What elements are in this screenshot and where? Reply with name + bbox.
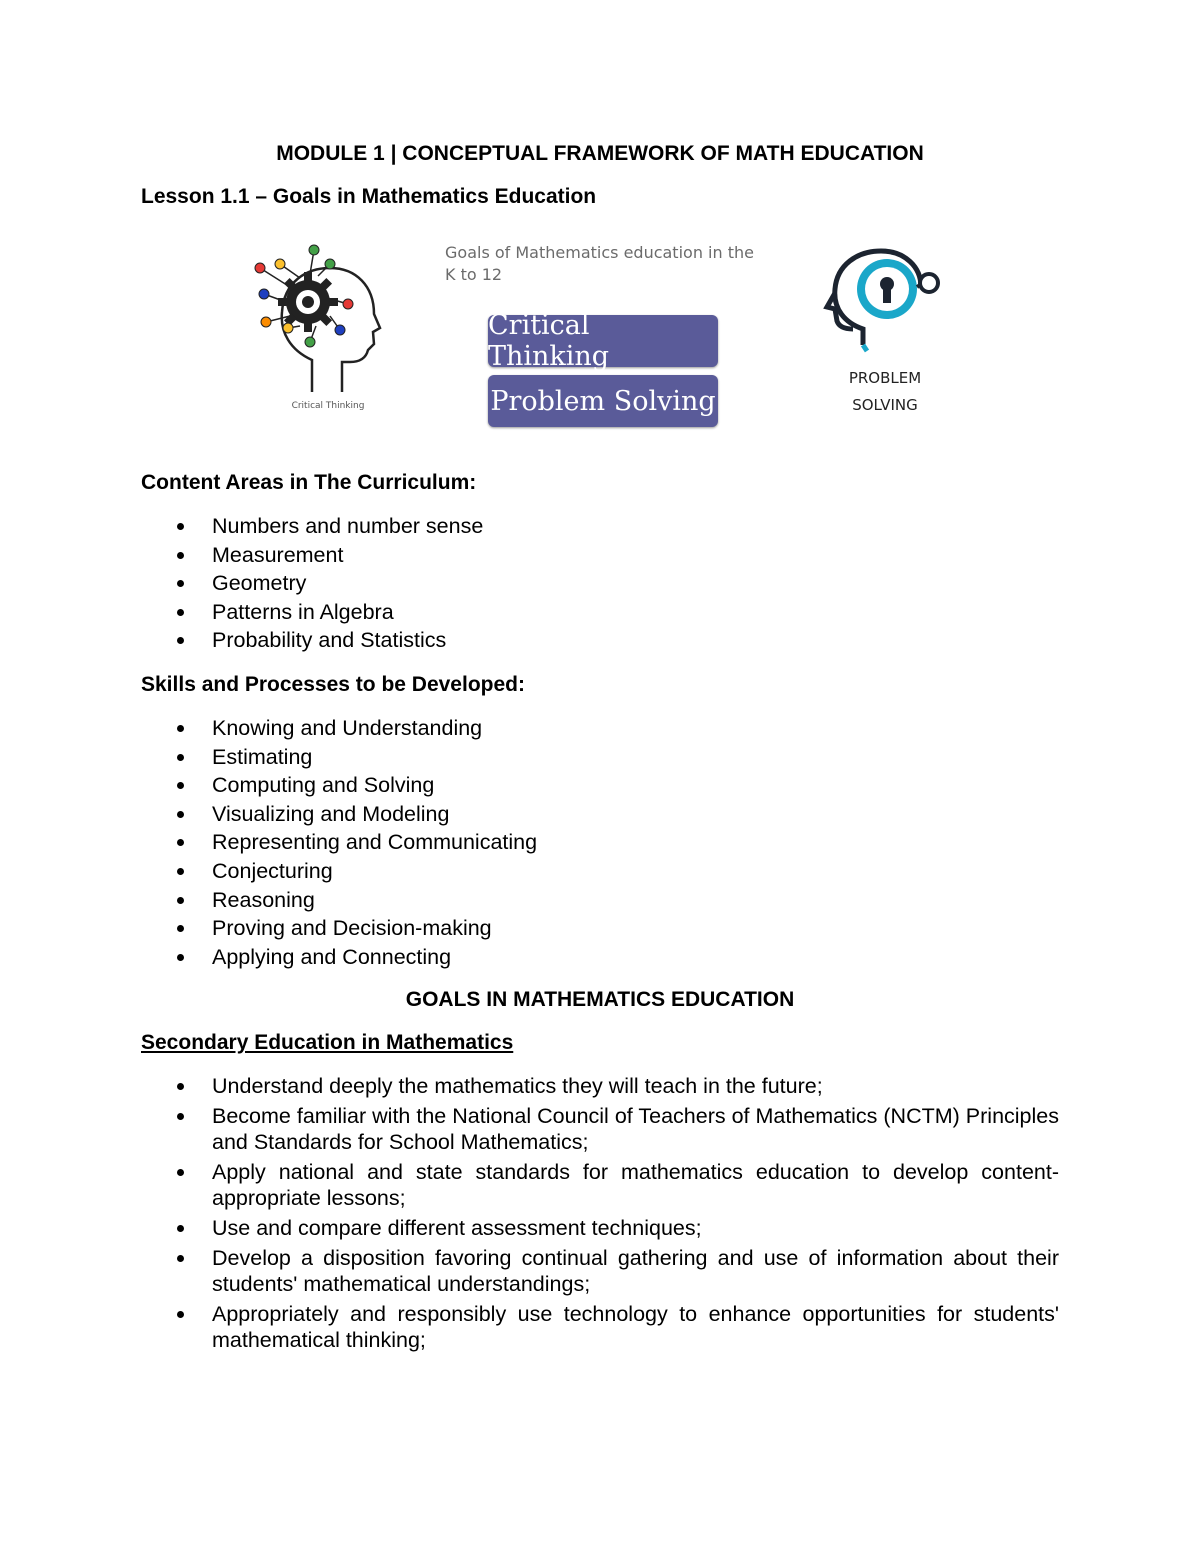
list-item: Applying and Connecting (141, 943, 1059, 972)
skills-list (141, 714, 1059, 971)
problem-solving-label (805, 365, 965, 419)
skills-heading: Skills and Processes to be Developed: (141, 673, 525, 696)
content-areas-list (141, 512, 1059, 655)
list-item: Conjecturing (141, 857, 1059, 886)
k12-goals-image (445, 242, 775, 432)
list-item: Patterns in Algebra (141, 598, 1059, 627)
module-title: MODULE 1 | CONCEPTUAL FRAMEWORK OF MATH EDUCATION (276, 142, 924, 165)
solving-label-line2: SOLVING (852, 396, 918, 414)
figure-row (250, 232, 965, 432)
list-item: Appropriately and responsibly use technology to enhance opportunities for students' mathematical thinking; (141, 1301, 1059, 1354)
list-item: Representing and Communicating (141, 828, 1059, 857)
critical-thinking-pill: Critical Thinking (488, 315, 718, 367)
list-item: Become familiar with the National Council of Teachers of Mathematics (NCTM) Principles and Standards for School Mathematics; (141, 1103, 1059, 1156)
list-item: Measurement (141, 541, 1059, 570)
list-item: Understand deeply the mathematics they will teach in the future; (141, 1073, 1059, 1100)
goals-caption: Goals of Mathematics education in the K to 12 (445, 243, 754, 284)
goals-list (141, 1073, 1059, 1357)
content-areas-heading: Content Areas in The Curriculum: (141, 471, 477, 494)
list-item: Develop a disposition favoring continual gathering and use of information about their students' mathematical understandings; (141, 1245, 1059, 1298)
critical-thinking-image (250, 232, 390, 432)
keyhole-head-icon (805, 247, 965, 367)
list-item: Visualizing and Modeling (141, 800, 1059, 829)
list-item: Computing and Solving (141, 771, 1059, 800)
list-item: Numbers and number sense (141, 512, 1059, 541)
critical-thinking-caption: Critical Thinking (291, 401, 365, 411)
list-item: Probability and Statistics (141, 626, 1059, 655)
problem-solving-pill: Problem Solving (488, 375, 718, 427)
list-item: Use and compare different assessment techniques; (141, 1215, 1059, 1242)
list-item: Proving and Decision-making (141, 914, 1059, 943)
list-item: Apply national and state standards for mathematics education to develop content-appropriate lessons; (141, 1159, 1059, 1212)
list-item: Knowing and Understanding (141, 714, 1059, 743)
problem-label-line1: PROBLEM (848, 369, 922, 387)
list-item: Estimating (141, 743, 1059, 772)
secondary-education-subheading: Secondary Education in Mathematics (141, 1031, 514, 1054)
goals-heading: GOALS IN MATHEMATICS EDUCATION (405, 988, 795, 1011)
gear-head-icon (250, 232, 390, 432)
list-item: Reasoning (141, 886, 1059, 915)
problem-solving-image (805, 247, 965, 427)
lesson-title: Lesson 1.1 – Goals in Mathematics Education (141, 185, 597, 208)
list-item: Geometry (141, 569, 1059, 598)
